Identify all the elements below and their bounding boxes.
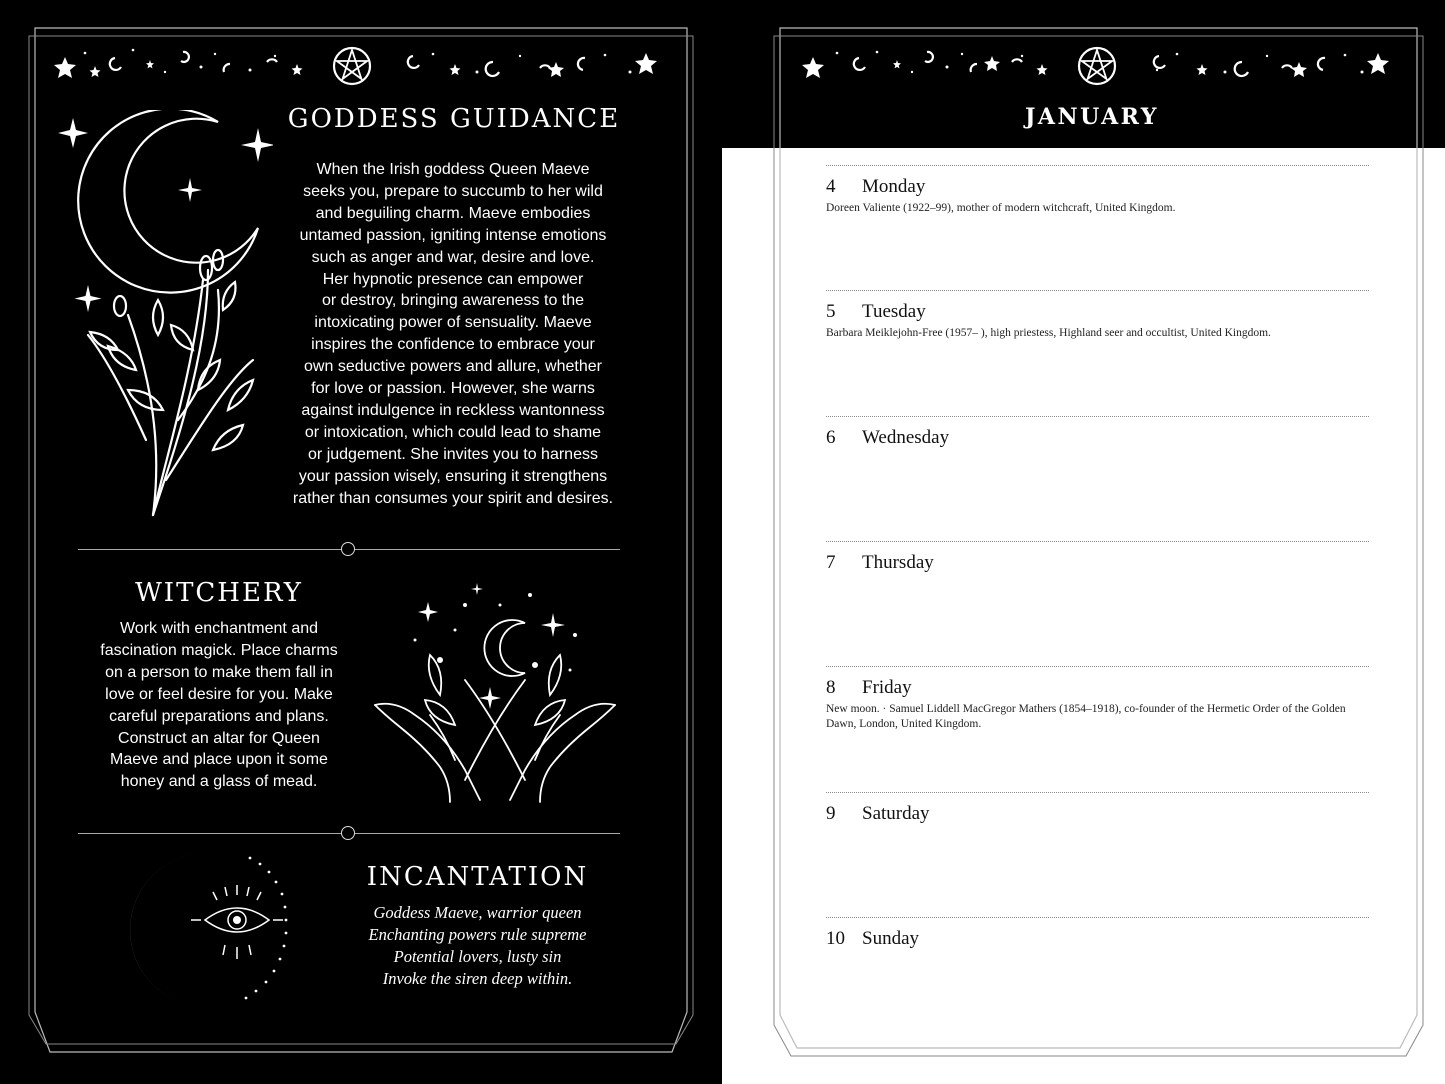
star-moon-banner <box>797 42 1397 92</box>
goddess-guidance-title: GODDESS GUIDANCE <box>287 104 621 134</box>
day-note: Doreen Valiente (1922–99), mother of modern witchcraft, United Kingdom. <box>826 202 1176 214</box>
day-name: Tuesday <box>862 301 926 322</box>
day-name: Saturday <box>862 803 930 824</box>
left-page <box>0 0 722 1084</box>
day-name: Wednesday <box>862 427 950 448</box>
day-entry-7[interactable] <box>826 541 1369 667</box>
day-number: 10 <box>826 928 845 949</box>
witchery-title: WITCHERY <box>135 578 303 608</box>
goddess-guidance-text: When the Irish goddess Queen Maeve seeks you, prepare to succumb to her wild and beguiling charm. Maeve embodies untamed passion, igniting intense emotions such as anger and war, desire and love. Her hypnotic presence can empower or destroy, bringing awareness to the intoxicating power of sensuality. Maeve inspires the confidence to embrace your own seductive powers and allure, whether for love or passion. However, she warns against indulgence in reckless wantonness or intoxication, which could lead to shame or judgement. She invites you to harness your passion wisely, ensuring it strengthens rather than consumes your spirit and desires. <box>292 161 614 507</box>
day-name: Monday <box>862 176 926 197</box>
pentagram-icon <box>1079 48 1115 84</box>
incantation-verse: Goddess Maeve, warrior queen Enchanting powers rule supreme Potential lovers, lusty sin Invoke the siren deep within. <box>368 903 587 988</box>
day-heading <box>826 552 934 574</box>
day-entry-8[interactable] <box>826 666 1369 792</box>
day-heading <box>826 427 949 449</box>
divider-knob <box>341 542 355 556</box>
day-heading <box>826 176 925 198</box>
star-moon-banner <box>45 42 677 92</box>
day-heading <box>826 803 930 825</box>
day-number: 4 <box>826 176 836 197</box>
right-page <box>722 0 1445 1084</box>
divider-knob <box>341 826 355 840</box>
day-entry-4[interactable] <box>826 165 1369 291</box>
day-heading <box>826 677 912 699</box>
day-note: New moon. · Samuel Liddell MacGregor Mathers (1854–1918), co-founder of the Hermetic Order of the Golden Dawn, London, United Kingdom. <box>826 703 1346 730</box>
hands-holding-moon-illustration <box>370 575 620 805</box>
day-name: Friday <box>862 677 912 698</box>
day-number: 9 <box>826 803 836 824</box>
day-entry-10[interactable] <box>826 917 1369 1028</box>
day-name: Thursday <box>862 552 934 573</box>
day-entry-9[interactable] <box>826 792 1369 918</box>
crescent-moon-flowers-illustration <box>58 110 273 525</box>
day-number: 5 <box>826 301 836 322</box>
day-number: 7 <box>826 552 836 573</box>
pentagram-icon <box>334 48 370 84</box>
day-number: 6 <box>826 427 836 448</box>
day-entry-6[interactable] <box>826 416 1369 542</box>
day-name: Sunday <box>862 928 919 949</box>
incantation-title: INCANTATION <box>366 862 589 892</box>
day-entry-5[interactable] <box>826 290 1369 416</box>
day-number: 8 <box>826 677 836 698</box>
witchery-text: Work with enchantment and fascination magick. Place charms on a person to make them fall in love or feel desire for you. Make careful preparations and plans. Construct an altar for Queen Maeve and place upon it some honey and a glass of mead. <box>100 620 338 791</box>
month-title: JANUARY <box>1025 104 1159 130</box>
eye-moon-illustration <box>125 850 290 1010</box>
day-heading <box>826 301 926 323</box>
day-note: Barbara Meiklejohn-Free (1957– ), high priestess, Highland seer and occultist, United Kingdom. <box>826 327 1271 339</box>
day-heading <box>826 928 919 950</box>
